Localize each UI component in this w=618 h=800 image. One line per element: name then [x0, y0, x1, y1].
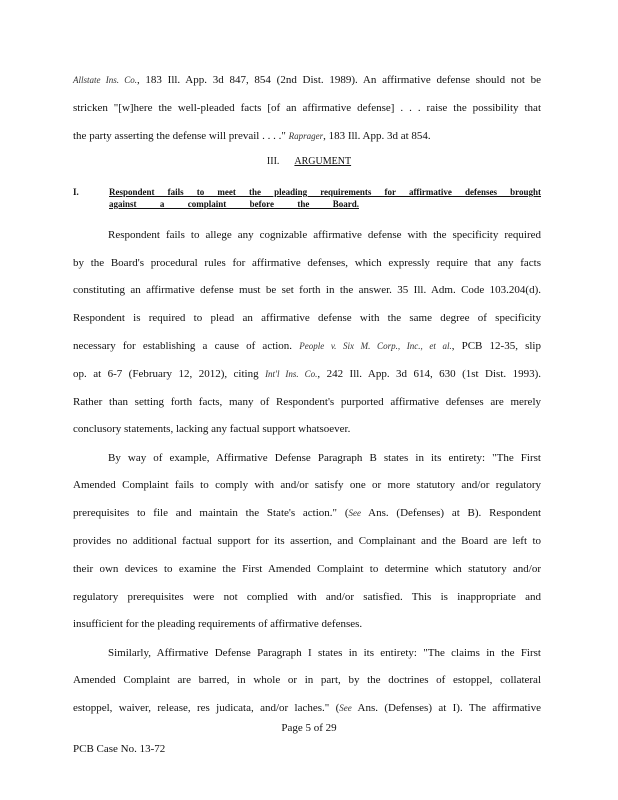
para1-line-6-end: , 242 Ill. App. 3d 614, 630 (1st Dist. 1993). [317, 368, 542, 380]
intro-line-2: stricken "[w]here the well-pleaded facts [of an affirmative defense] . . . raise the possibility that [73, 102, 541, 114]
para1-line-5-text: necessary for establishing a cause of action. [73, 340, 293, 352]
intro-line-3-end: , 183 Ill. App. 3d at 854. [323, 130, 431, 142]
para2-line-7: insufficient for the pleading requirements of affirmative defenses. [73, 618, 363, 630]
para1-line-8: conclusory statements, lacking any factual support whatsoever. [73, 423, 351, 435]
citation-raprager: Raprager [288, 131, 324, 141]
see-signal-2: See [339, 703, 352, 713]
see-signal: See [348, 508, 361, 518]
section-title [0, 156, 618, 167]
intro-line-1-text: , 183 Ill. App. 3d 847, 854 (2nd Dist. 1989). An affirmative defense should not be [136, 74, 541, 86]
para1-line-2: by the Board's procedural rules for affirmative defenses, which expressly require that any facts [73, 257, 541, 269]
intro-line-1 [73, 73, 541, 87]
para1-line-6-text: op. at 6-7 (February 12, 2012), citing [73, 368, 259, 380]
para1-line-5-end: , PCB 12-35, slip [451, 340, 541, 352]
case-number: PCB Case No. 13-72 [73, 743, 166, 755]
para2-line-5: their own devices to examine the First Amended Complaint to determine which statutory and/or [73, 563, 541, 575]
citation-people-six-m: People v. Six M. Corp., Inc., et al. [299, 341, 452, 351]
argument-heading [73, 186, 541, 212]
para2-line-4: provides no additional factual support for its assertion, and Complainant and the Board are left to [73, 535, 541, 547]
citation-intl-ins: Int'l Ins. Co. [265, 369, 318, 379]
citation-allstate: Allstate Ins. Co. [73, 75, 137, 85]
intro-line-3 [73, 129, 541, 143]
para2-line-3-text: prerequisites to file and maintain the State's action." ( [73, 507, 349, 519]
para3-line-2: Amended Complaint are barred, in whole or in part, by the doctrines of estoppel, collateral [73, 674, 541, 686]
section-heading: ARGUMENT [294, 156, 352, 167]
para2-line-2: Amended Complaint fails to comply with and/or satisfy one or more statutory and/or regulatory [73, 479, 541, 491]
heading-line-2: against a complaint before the Board. [109, 199, 359, 209]
para3-line-3-end: Ans. (Defenses) at I). The affirmative [351, 702, 541, 714]
para1-line-5 [73, 339, 541, 353]
heading-line-1: Respondent fails to meet the pleading requirements for affirmative defenses brought [109, 187, 541, 197]
para1-line-6 [73, 367, 541, 381]
para3-line-3 [73, 701, 541, 715]
para2-line-1: By way of example, Affirmative Defense Paragraph B states in its entirety: "The First [108, 452, 541, 464]
para3-line-1: Similarly, Affirmative Defense Paragraph I states in its entirety: "The claims in the First [108, 647, 541, 659]
para1-line-3: constituting an affirmative defense must be set forth in the answer. 35 Ill. Adm. Code 103.204(d). [73, 284, 541, 296]
para2-line-3-end: Ans. (Defenses) at B). Respondent [360, 507, 542, 519]
intro-line-3-text: the party asserting the defense will prevail . . . ." [73, 130, 286, 142]
para1-line-4: Respondent is required to plead an affirmative defense with the same degree of specificity [73, 312, 541, 324]
section-number: III. [266, 156, 280, 167]
para2-line-6: regulatory prerequisites were not complied with and/or satisfied. This is inappropriate and [73, 591, 541, 603]
page-number: Page 5 of 29 [281, 722, 337, 734]
heading-number: I. [73, 187, 79, 197]
para1-line-1: Respondent fails to allege any cognizable affirmative defense with the specificity required [108, 229, 541, 241]
para2-line-3 [73, 506, 541, 520]
para3-line-3-text: estoppel, waiver, release, res judicata, and/or laches." ( [73, 702, 340, 714]
para1-line-7: Rather than setting forth facts, many of Respondent's purported affirmative defenses are merely [73, 396, 541, 408]
